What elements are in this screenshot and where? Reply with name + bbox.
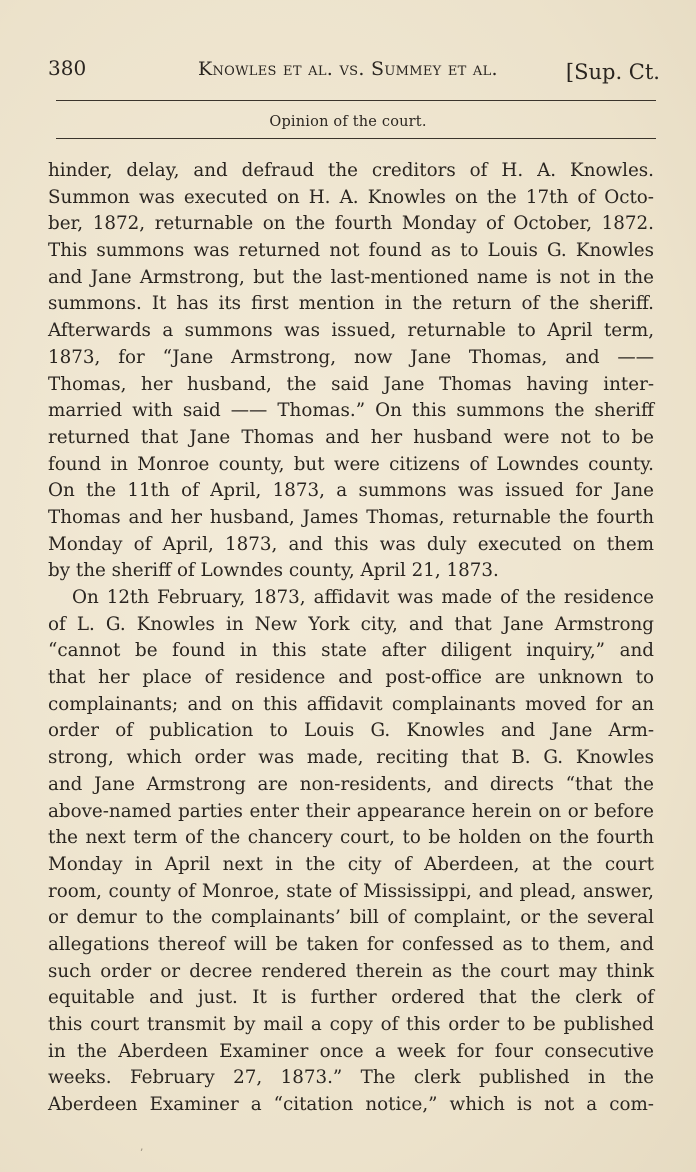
text-line: and Jane Armstrong, but the last-mentioned name is not in the bbox=[48, 266, 654, 288]
text-line: married with said —— Thomas.” On this summons the sheriff bbox=[48, 400, 654, 422]
text-line: On 12th February, 1873, affidavit was made of the residence bbox=[72, 587, 654, 608]
page-header bbox=[48, 54, 660, 88]
text-line: Aberdeen Examiner a “citation notice,” which is not a com- bbox=[48, 1094, 654, 1116]
text-line: 1873, for “Jane Armstrong, now Jane Thomas, and —— bbox=[48, 346, 654, 368]
text-line: Monday in April next in the city of Aberdeen, at the court bbox=[48, 853, 654, 875]
text-line: room, county of Monroe, state of Mississippi, and plead, answer, bbox=[48, 880, 654, 902]
text-line: Thomas, her husband, the said Jane Thomas having inter- bbox=[48, 373, 654, 395]
text-line: above-named parties enter their appearance herein on or before bbox=[48, 800, 654, 822]
text-line: summons. It has its first mention in the return of the sheriff. bbox=[48, 293, 654, 315]
text-line: or demur to the complainants’ bill of complaint, or the several bbox=[48, 907, 654, 929]
text-line: equitable and just. It is further ordered that the clerk of bbox=[48, 987, 654, 1009]
running-title: Knowles et al. vs. Summey et al. bbox=[198, 58, 498, 80]
text-line: by the sheriff of Lowndes county, April 21, 1873. bbox=[48, 560, 499, 582]
text-line: hinder, delay, and defraud the creditors of H. A. Knowles. bbox=[48, 160, 654, 181]
text-line: and Jane Armstrong are non-residents, and directs “that the bbox=[48, 773, 654, 795]
text-line: This summons was returned not found as to Louis G. Knowles bbox=[48, 240, 654, 262]
text-line: “cannot be found in this state after diligent inquiry,” and bbox=[48, 640, 654, 662]
text-line: Afterwards a summons was issued, returnable to April term, bbox=[48, 320, 654, 342]
text-line: On the 11th of April, 1873, a summons was issued for Jane bbox=[48, 480, 654, 502]
text-line: Thomas and her husband, James Thomas, returnable the fourth bbox=[48, 506, 654, 528]
text-line: in the Aberdeen Examiner once a week for four consecutive bbox=[48, 1040, 654, 1062]
page-mark: ’ bbox=[140, 1148, 144, 1159]
header-rule bbox=[56, 100, 656, 101]
body-text bbox=[48, 158, 654, 1119]
text-line: that her place of residence and post-office are unknown to bbox=[48, 667, 654, 689]
text-line: Monday of April, 1873, and this was duly executed on them bbox=[48, 533, 654, 555]
text-line: Summon was executed on H. A. Knowles on the 17th of Octo- bbox=[48, 186, 654, 208]
section-heading: Opinion of the court. bbox=[269, 114, 427, 130]
text-line: strong, which order was made, reciting that B. G. Knowles bbox=[48, 747, 654, 769]
court-mark: [Sup. Ct. bbox=[565, 60, 660, 84]
text-line: ber, 1872, returnable on the fourth Monday of October, 1872. bbox=[48, 213, 654, 235]
text-line: such order or decree rendered therein as the court may think bbox=[48, 960, 654, 982]
text-line: returned that Jane Thomas and her husband were not to be bbox=[48, 426, 654, 448]
text-line: the next term of the chancery court, to be holden on the fourth bbox=[48, 827, 654, 849]
text-line: found in Monroe county, but were citizens of Lowndes county. bbox=[48, 453, 654, 475]
page-number: 380 bbox=[48, 56, 87, 80]
text-line: this court transmit by mail a copy of this order to be published bbox=[48, 1014, 654, 1035]
text-line: order of publication to Louis G. Knowles and Jane Arm- bbox=[48, 720, 654, 742]
text-line: of L. G. Knowles in New York city, and that Jane Armstrong bbox=[48, 613, 654, 635]
text-line: complainants; and on this affidavit complainants moved for an bbox=[48, 693, 654, 715]
heading-rule bbox=[56, 138, 656, 139]
text-line: allegations thereof will be taken for confessed as to them, and bbox=[48, 933, 654, 955]
text-line: weeks. February 27, 1873.” The clerk published in the bbox=[48, 1067, 654, 1089]
